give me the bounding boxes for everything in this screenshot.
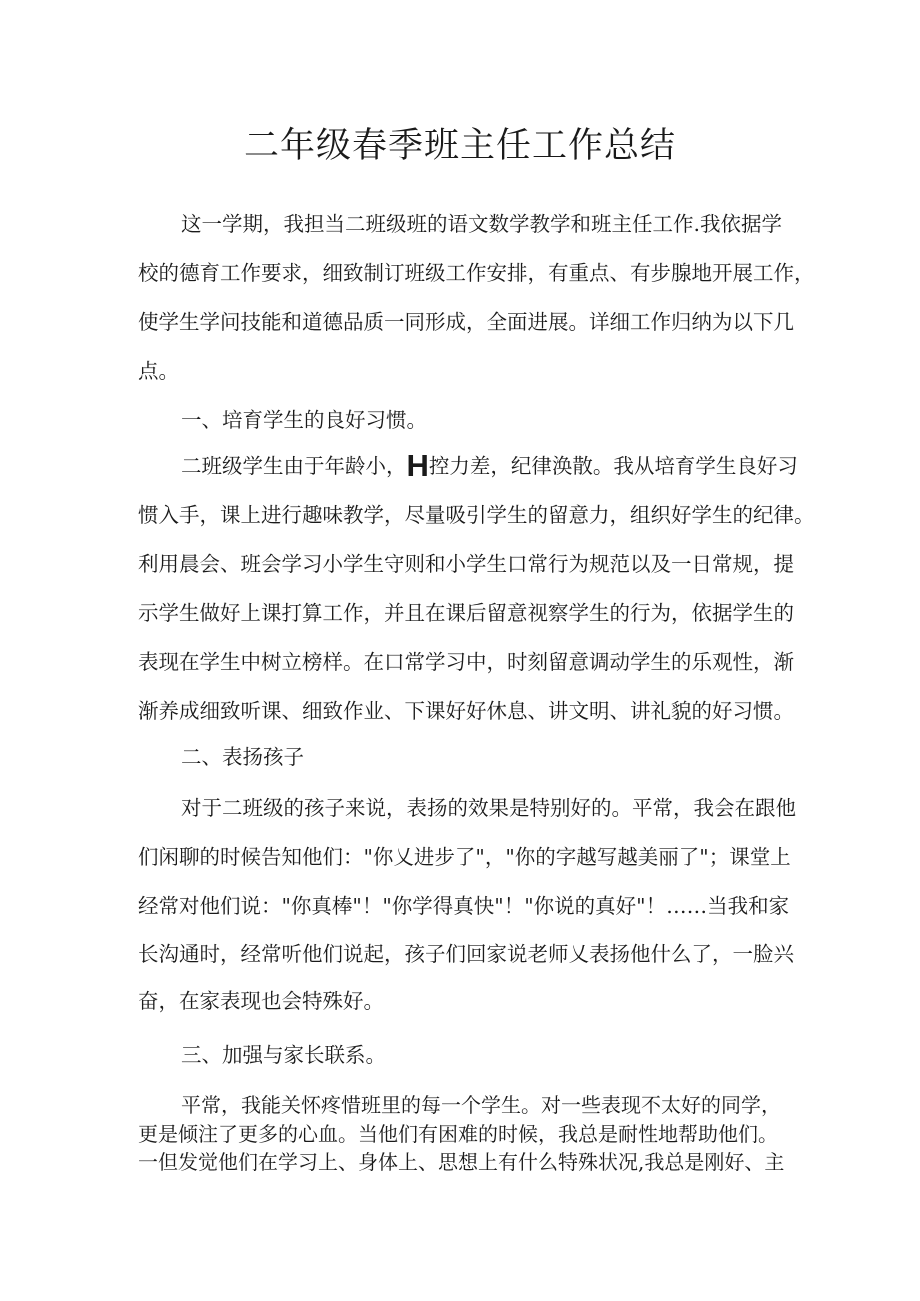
section1-first-line xyxy=(181,449,798,481)
section2-line-4: 长沟通时，经常听他们说起，孩子们回家说老师乂表扬他什么了，一脸兴 xyxy=(138,942,794,966)
intro-line-4: 点。 xyxy=(138,359,179,383)
glyph-h: H xyxy=(406,448,429,483)
section3-line-3: 一但发觉他们在学习上、身体上、思想上有什么特殊状况,我总是刚好、主 xyxy=(138,1150,785,1174)
section1-line-3: 利用晨会、班会学习小学生守则和小学生口常行为规范以及一日常规，提 xyxy=(138,552,794,576)
document-title: 二年级春季班主任工作总结 xyxy=(243,126,676,166)
section3-heading: 三、加强与家长联系。 xyxy=(181,1043,386,1067)
section3-line-2: 更是倾注了更多的心血。当他们有困难的时候，我总是耐性地帮助他们。 xyxy=(138,1122,778,1146)
intro-line-1: 这一学期，我担当二班级班的语文数学教学和班主任工作.我依据学 xyxy=(181,212,783,236)
intro-line-3: 使学生学问技能和道德品质一同形成，全面进展。详细工作归纳为以下几 xyxy=(138,310,794,334)
section2-line-5: 奋，在家表现也会特殊好。 xyxy=(138,989,384,1013)
section1-first-line-end: 控力差，纪律涣散。我从培育学生良好习 xyxy=(428,454,798,478)
section1-line-2: 惯入手，课上进行趣味教学，尽量吸引学生的留意力，组织好学生的纪律。 xyxy=(138,503,815,527)
intro-line-2: 校的德育工作要求，细致制订班级工作安排，有重点、有步腺地开展工作， xyxy=(138,261,815,285)
section3-line-1: 平常，我能关怀疼惜班里的每一个学生。对一些表现不太好的同学， xyxy=(181,1093,781,1117)
section1-line-6: 渐养成细致听课、细致作业、下课好好休息、讲文明、讲礼貌的好习惯。 xyxy=(138,699,794,723)
section2-heading: 二、表扬孩子 xyxy=(181,745,304,769)
section2-line-3: 经常对他们说："你真棒"！"你学得真快"！"你说的真好"！……当我和家 xyxy=(138,894,790,918)
section1-heading: 一、培育学生的良好习惯。 xyxy=(181,408,427,432)
section1-line-5: 表现在学生中树立榜样。在口常学习中，时刻留意调动学生的乐观性，渐 xyxy=(138,650,794,674)
section2-line-1: 对于二班级的孩子来说，表扬的效果是特别好的。平常，我会在跟他 xyxy=(181,796,796,820)
section1-line-4: 示学生做好上课打算工作，并且在课后留意视察学生的行为，依据学生的 xyxy=(138,601,794,625)
section2-line-2: 们闲聊的时候告知他们："你乂进步了"，"你的字越写越美丽了"；课堂上 xyxy=(138,845,791,869)
section1-first-line-start: 二班级学生由于年龄小， xyxy=(181,454,407,478)
